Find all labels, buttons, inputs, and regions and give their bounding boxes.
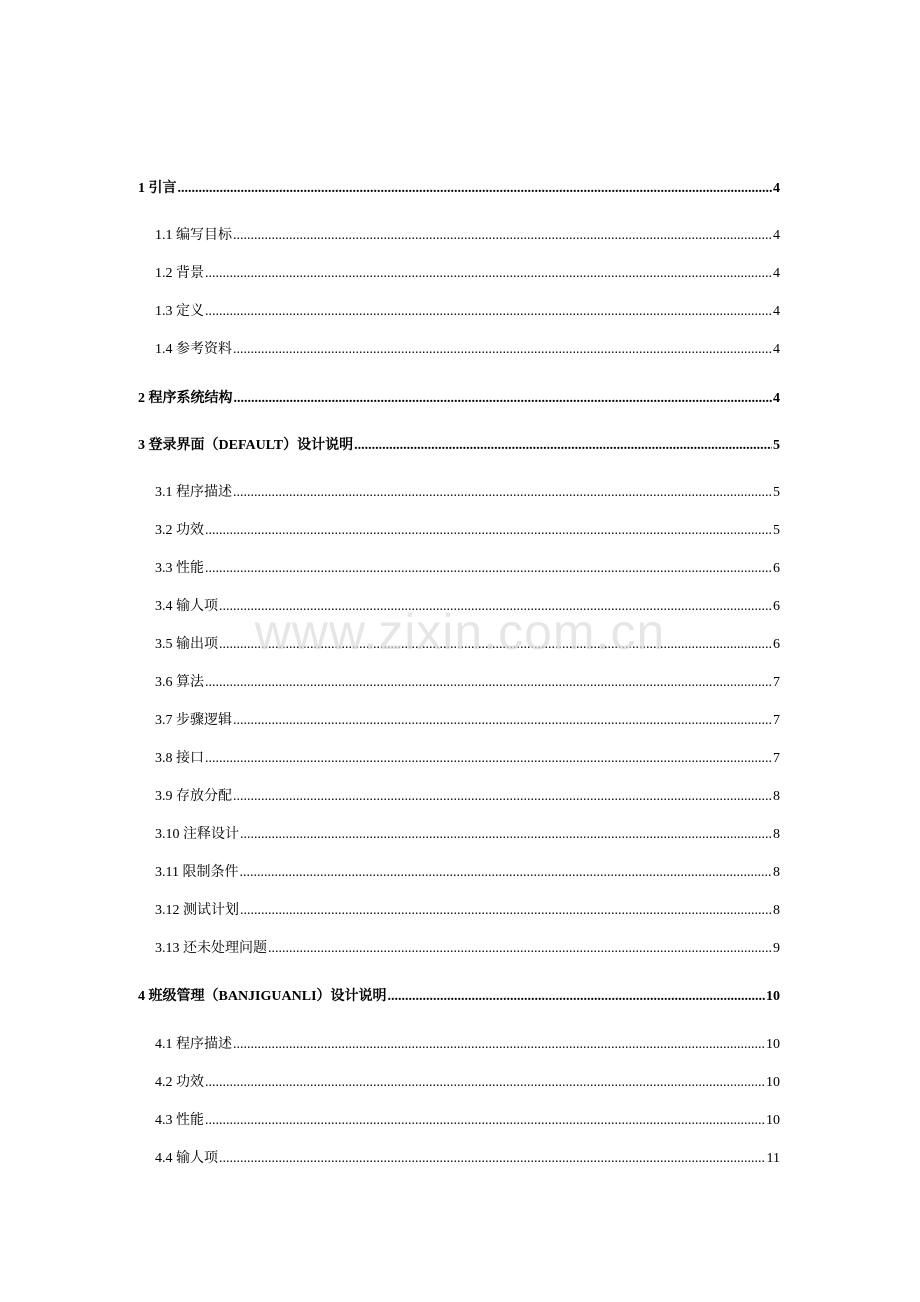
toc-entry-label: 3.11 限制条件 — [155, 865, 239, 880]
toc-entry-page: 6 — [773, 599, 780, 614]
toc-entry-label: 2 程序系统结构 — [138, 391, 233, 406]
toc-entry-label: 3.13 还未处理问题 — [155, 941, 267, 956]
toc-entry[interactable] — [155, 939, 780, 959]
toc-entry-page: 10 — [766, 1037, 780, 1052]
toc-entry[interactable] — [155, 302, 780, 322]
toc-entry[interactable] — [155, 863, 780, 883]
toc-entry-page: 4 — [773, 181, 780, 196]
toc-entry-label: 3.12 测试计划 — [155, 903, 239, 918]
toc-entry-label: 3.4 输人项 — [155, 599, 218, 614]
toc-entry-page: 6 — [773, 637, 780, 652]
toc-leader-dots — [268, 939, 772, 959]
toc-leader-dots — [205, 1111, 765, 1131]
toc-entry-label: 1.4 参考资料 — [155, 342, 232, 357]
toc-entry[interactable] — [155, 226, 780, 246]
toc-entry-label: 4.1 程序描述 — [155, 1037, 232, 1052]
toc-entry-page: 5 — [773, 485, 780, 500]
toc-entry[interactable] — [155, 749, 780, 769]
toc-leader-dots — [233, 483, 772, 503]
toc-entry[interactable] — [155, 787, 780, 807]
table-of-contents — [138, 0, 780, 1302]
toc-leader-dots — [233, 787, 772, 807]
toc-leader-dots — [239, 863, 772, 883]
toc-entry[interactable] — [155, 597, 780, 617]
toc-leader-dots — [354, 436, 772, 456]
toc-leader-dots — [219, 635, 772, 655]
toc-entry-page: 11 — [766, 1151, 780, 1166]
toc-entry-page: 6 — [773, 561, 780, 576]
toc-entry[interactable] — [138, 436, 780, 456]
toc-entry-label: 4.3 性能 — [155, 1113, 204, 1128]
toc-entry[interactable] — [155, 825, 780, 845]
toc-entry[interactable] — [155, 635, 780, 655]
toc-entry-label: 3 登录界面（DEFAULT）设计说明 — [138, 438, 354, 453]
toc-leader-dots — [205, 749, 772, 769]
toc-leader-dots — [234, 389, 773, 409]
toc-entry[interactable] — [155, 1035, 780, 1055]
watermark: www.zixin.com.cn — [254, 604, 666, 660]
toc-entry-label: 3.8 接口 — [155, 751, 204, 766]
toc-entry-page: 10 — [766, 1113, 780, 1128]
toc-entry-label: 4 班级管理（BANJIGUANLI）设计说明 — [138, 989, 387, 1004]
toc-leader-dots — [205, 673, 772, 693]
toc-entry[interactable] — [155, 559, 780, 579]
toc-entry[interactable] — [155, 901, 780, 921]
toc-entry[interactable] — [155, 521, 780, 541]
toc-entry-label: 3.2 功效 — [155, 523, 204, 538]
toc-entry-label: 4.4 输人项 — [155, 1151, 218, 1166]
toc-entry-page: 4 — [773, 228, 780, 243]
toc-entry-label: 3.7 步骤逻辑 — [155, 713, 232, 728]
toc-entry-page: 8 — [773, 903, 780, 918]
toc-leader-dots — [178, 179, 773, 199]
toc-entry-label: 1.1 编写目标 — [155, 228, 232, 243]
toc-entry-page: 8 — [773, 789, 780, 804]
toc-entry-label: 1.3 定义 — [155, 304, 204, 319]
toc-entry-label: 1.2 背景 — [155, 266, 204, 281]
toc-entry-page: 8 — [773, 865, 780, 880]
toc-entry[interactable] — [155, 673, 780, 693]
toc-entry[interactable] — [138, 987, 780, 1007]
toc-leader-dots — [240, 825, 772, 845]
toc-entry-page: 10 — [766, 1075, 780, 1090]
toc-entry-label: 4.2 功效 — [155, 1075, 204, 1090]
toc-leader-dots — [205, 559, 772, 579]
toc-leader-dots — [219, 1149, 766, 1169]
toc-leader-dots — [388, 987, 765, 1007]
toc-entry[interactable] — [155, 483, 780, 503]
toc-entry-label: 3.1 程序描述 — [155, 485, 232, 500]
toc-entry-label: 3.6 算法 — [155, 675, 204, 690]
toc-entry[interactable] — [138, 179, 780, 199]
toc-entry[interactable] — [155, 1149, 780, 1169]
toc-entry[interactable] — [155, 340, 780, 360]
toc-leader-dots — [205, 264, 772, 284]
toc-entry-page: 4 — [773, 266, 780, 281]
toc-entry-label: 1 引言 — [138, 181, 177, 196]
toc-entry-page: 7 — [773, 751, 780, 766]
toc-entry-page: 4 — [773, 304, 780, 319]
toc-entry-page: 9 — [773, 941, 780, 956]
toc-entry-page: 7 — [773, 675, 780, 690]
toc-leader-dots — [240, 901, 772, 921]
toc-entry-page: 8 — [773, 827, 780, 842]
toc-entry[interactable] — [138, 389, 780, 409]
toc-leader-dots — [233, 711, 772, 731]
toc-leader-dots — [205, 1073, 765, 1093]
toc-entry-label: 3.9 存放分配 — [155, 789, 232, 804]
toc-entry-page: 4 — [773, 391, 780, 406]
toc-leader-dots — [205, 521, 772, 541]
toc-leader-dots — [219, 597, 772, 617]
toc-entry[interactable] — [155, 1073, 780, 1093]
toc-leader-dots — [233, 1035, 765, 1055]
toc-leader-dots — [205, 302, 772, 322]
toc-leader-dots — [233, 226, 772, 246]
toc-leader-dots — [233, 340, 772, 360]
toc-entry-page: 10 — [766, 989, 780, 1004]
toc-entry-page: 7 — [773, 713, 780, 728]
toc-entry[interactable] — [155, 1111, 780, 1131]
toc-entry[interactable] — [155, 711, 780, 731]
toc-entry-label: 3.10 注释设计 — [155, 827, 239, 842]
toc-entry[interactable] — [155, 264, 780, 284]
toc-entry-page: 4 — [773, 342, 780, 357]
toc-entry-label: 3.3 性能 — [155, 561, 204, 576]
toc-entry-page: 5 — [773, 523, 780, 538]
toc-entry-label: 3.5 输出项 — [155, 637, 218, 652]
toc-entry-page: 5 — [773, 438, 780, 453]
